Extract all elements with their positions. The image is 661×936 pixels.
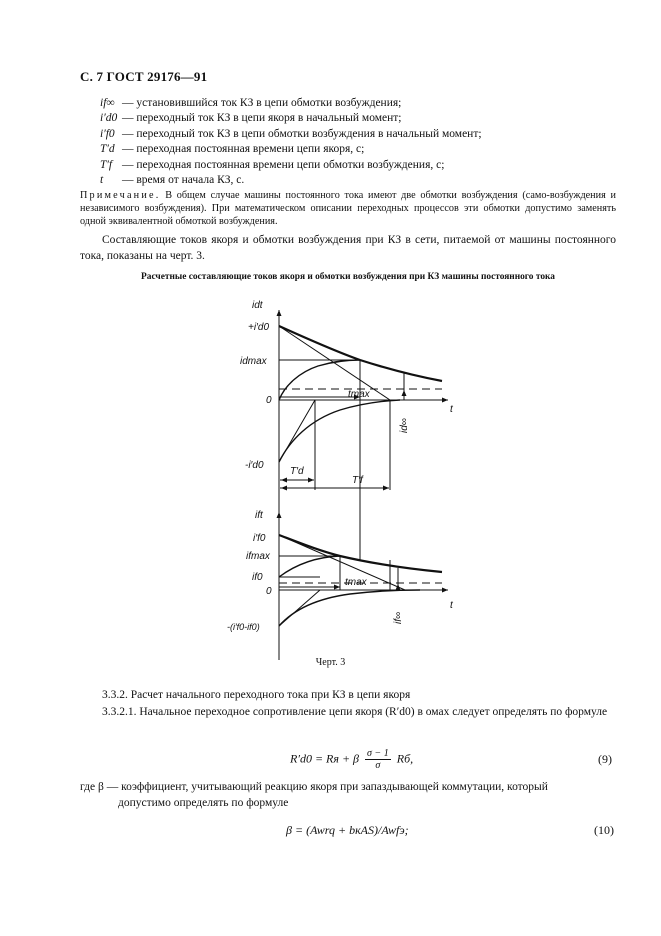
bottom-rise-curve (279, 556, 340, 577)
note-text: В общем случае машины постоянного тока имеют две обмотки возбуждения (само-возбуждения и независимого возбуждения). При математическом описании переходных процессов эти обмотки допустимо заменять одной эквивалентной обмоткой возбуждения. (80, 190, 616, 228)
definition-text: — время от начала КЗ, с. (122, 174, 245, 187)
label-Td: T′d (290, 466, 304, 477)
label-if-inf: if∞ (393, 611, 404, 624)
definition-symbol: if∞ (100, 97, 115, 109)
bottom-tangent-2 (279, 590, 320, 626)
label-ift: ift (255, 510, 263, 521)
note-lead: Примечание. (80, 190, 161, 201)
label-t-top: t (450, 404, 453, 415)
label-idmax: idmax (240, 356, 267, 367)
eq9-tail: Rб, (396, 751, 414, 766)
label-if0: if0 (252, 572, 263, 583)
definition-symbol: i′f0 (100, 127, 115, 140)
section-3-3-2-1: 3.3.2.1. Начальное переходное сопротивление цепи якоря (R′d0) в омах следует определять по формуле (102, 706, 608, 718)
eq9-numerator: σ − 1 (367, 748, 389, 759)
where-cont: допустимо определять по формуле (118, 796, 289, 809)
label-neg-id0: -i′d0 (245, 460, 264, 471)
label-Tf: T′f (352, 475, 363, 486)
figure-title: Расчетные составляющие токов якоря и обмотки возбуждения при КЗ машины постоянного тока (141, 272, 555, 282)
equation-9 (290, 748, 413, 771)
where-paragraph (80, 780, 616, 811)
label-zero-bottom: 0 (266, 586, 272, 597)
top-tangent-2 (279, 400, 315, 462)
bottom-tangent-1 (279, 535, 405, 590)
definition-text: — переходный ток КЗ в цепи якоря в начальный момент; (122, 112, 402, 125)
definition-symbol: T′d (100, 143, 115, 156)
equation-10: β = (Awrq + bкAS)/Awfэ; (286, 823, 409, 837)
page-header: С. 7 ГОСТ 29176—91 (80, 69, 208, 84)
label-if0-prime: i′f0 (253, 533, 266, 544)
label-tmax-top: tmax (348, 389, 370, 400)
definition-text: — переходная постоянная времени цепи обмотки возбуждения, с; (122, 158, 445, 171)
section-3-3-2: 3.3.2. Расчет начального переходного тока при КЗ в цепи якоря (102, 689, 411, 701)
label-zero-top: 0 (266, 395, 272, 406)
paragraph-components: Составляющие токов якоря и обмотки возбуждения при КЗ в сети, питаемой от машины постоянного тока, показаны на черт. 3. (80, 234, 616, 262)
definition-symbol: t (100, 174, 104, 187)
where-lead: где β — коэффициент, учитывающий реакцию якоря при запаздывающей коммутации, который (80, 781, 548, 793)
label-id0: +i′d0 (248, 322, 270, 333)
label-tmax-bottom: tmax (345, 577, 367, 588)
label-id-inf: id∞ (399, 418, 410, 433)
label-t-bottom: t (450, 600, 453, 611)
eq9-denominator: σ (375, 760, 381, 771)
figure-caption: Черт. 3 (315, 657, 346, 668)
definition-text: — переходная постоянная времени цепи якоря, с; (122, 143, 365, 156)
label-idt: idt (252, 300, 263, 311)
definition-text: — переходный ток КЗ в цепи обмотки возбуждения в начальный момент; (122, 127, 482, 140)
label-ifmax: ifmax (246, 551, 270, 562)
label-neg-if: -(i′f0-if0) (227, 622, 260, 632)
equation-10-number: (10) (594, 823, 614, 837)
eq9-lhs: R′d0 = Rя + β (290, 751, 360, 766)
definition-text: — установившийся ток КЗ в цепи обмотки возбуждения; (122, 97, 402, 109)
definition-symbol: T′f (100, 158, 113, 171)
equation-9-number: (9) (598, 752, 612, 766)
definition-symbol: i′d0 (100, 112, 118, 125)
